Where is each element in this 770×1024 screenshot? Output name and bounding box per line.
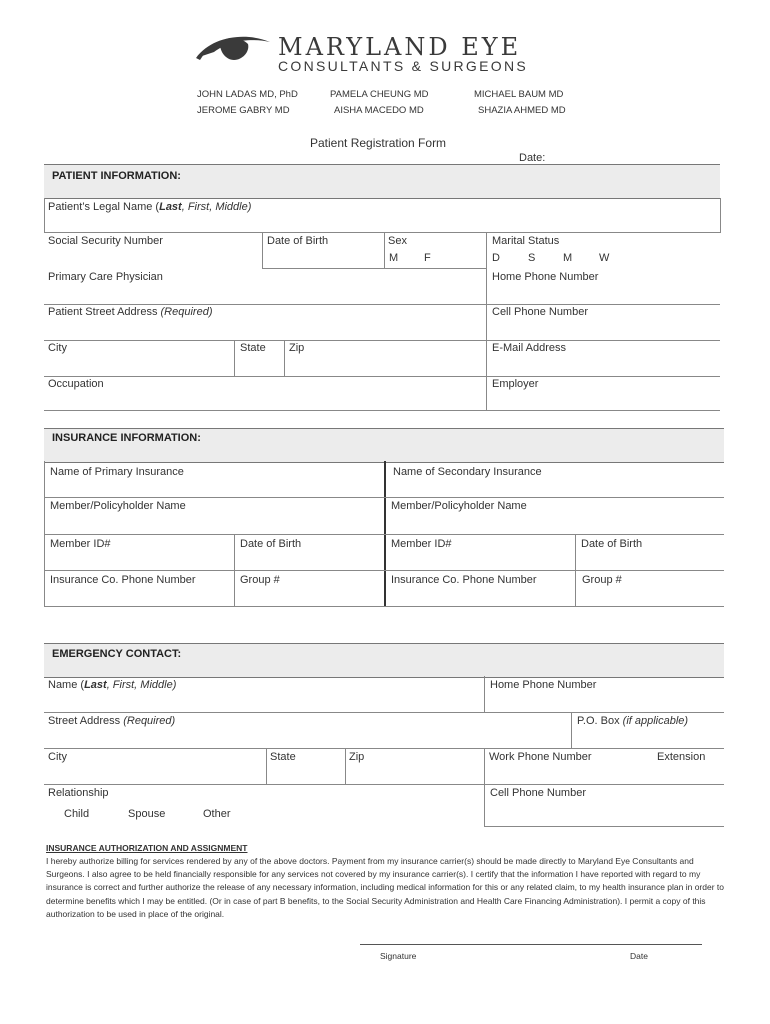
marital-option-w[interactable]: W [599, 252, 610, 264]
authorization-text: I hereby authorize billing for services rendered by any of the above doctors. Payment from my insurance carrier(s) should be made directly to Maryland Eye Consultants and Surgeons. I also agree to be held financially responsible for any services not covered by my insurance carrier(s). I certify that the information I have reported with regard to my insurance is correct and further authorize the release of any necessary information, including medical information for this or any related claim, to my health insurance plan in order to determine benefits which I may be entitled. (Or in case of part B benefits, to the Social Security Administration and Health Care Financing Administration). I permit a copy of this authorization to be used in place of the original. [46, 856, 724, 919]
cell-phone-label[interactable]: Cell Phone Number [492, 306, 588, 318]
occupation-label[interactable]: Occupation [48, 378, 104, 390]
date-label[interactable]: Date: [519, 152, 546, 164]
ec-street-label[interactable]: Street Address (Required) [48, 715, 176, 727]
patient-section-title: PATIENT INFORMATION: [52, 170, 181, 182]
brand-name: MARYLAND EYE [278, 33, 522, 61]
street-address-label[interactable]: Patient Street Address (Required) [48, 306, 213, 318]
dob-label[interactable]: Date of Birth [267, 235, 329, 247]
emergency-section-header [44, 643, 724, 678]
sex-option-f[interactable]: F [424, 252, 431, 264]
insurance-section-title: INSURANCE INFORMATION: [52, 432, 201, 444]
home-phone-label[interactable]: Home Phone Number [492, 271, 599, 283]
brand-subtitle: CONSULTANTS & SURGEONS [278, 58, 528, 74]
group-label[interactable]: Group # [240, 574, 280, 586]
ec-relationship-label: Relationship [48, 787, 109, 799]
marital-status-label: Marital Status [492, 235, 560, 247]
insurance-phone-label[interactable]: Insurance Co. Phone Number [50, 574, 196, 586]
signature-date-label[interactable]: Date [630, 951, 648, 961]
ec-extension-label[interactable]: Extension [657, 751, 706, 763]
employer-label[interactable]: Employer [492, 378, 539, 390]
marital-option-d[interactable]: D [492, 252, 500, 264]
relationship-option-other[interactable]: Other [203, 808, 231, 820]
ec-name-label[interactable]: Name (Last, First, Middle) [48, 679, 177, 691]
ssn-label[interactable]: Social Security Number [48, 235, 163, 247]
primary-insurance-label[interactable]: Name of Primary Insurance [50, 466, 184, 478]
doctor-name: MICHAEL BAUM MD [474, 89, 564, 100]
member-name-label[interactable]: Member/Policyholder Name [391, 500, 527, 512]
secondary-insurance-label[interactable]: Name of Secondary Insurance [393, 466, 542, 478]
insurance-phone-label[interactable]: Insurance Co. Phone Number [391, 574, 537, 586]
marital-option-m[interactable]: M [563, 252, 573, 264]
zip-label[interactable]: Zip [289, 342, 305, 354]
doctor-name: SHAZIA AHMED MD [478, 105, 566, 116]
ec-zip-label[interactable]: Zip [349, 751, 365, 763]
ec-state-label[interactable]: State [270, 751, 296, 763]
authorization-title: INSURANCE AUTHORIZATION AND ASSIGNMENT [46, 843, 248, 853]
ec-city-label[interactable]: City [48, 751, 67, 763]
sex-label: Sex [388, 235, 407, 247]
ec-cell-phone-label[interactable]: Cell Phone Number [490, 787, 586, 799]
email-label[interactable]: E-Mail Address [492, 342, 566, 354]
ec-home-phone-label[interactable]: Home Phone Number [490, 679, 597, 691]
ec-work-phone-label[interactable]: Work Phone Number [489, 751, 592, 763]
doctor-name: JOHN LADAS MD, PhD [197, 89, 298, 100]
marital-option-s[interactable]: S [528, 252, 536, 264]
eye-logo-icon [194, 32, 272, 72]
form-title: Patient Registration Form [310, 136, 447, 150]
ins-dob-label[interactable]: Date of Birth [581, 538, 643, 550]
signature-label[interactable]: Signature [380, 951, 417, 961]
patient-section-header [44, 164, 720, 199]
group-label[interactable]: Group # [582, 574, 622, 586]
city-label[interactable]: City [48, 342, 67, 354]
doctor-name: AISHA MACEDO MD [334, 105, 424, 116]
emergency-section-title: EMERGENCY CONTACT: [52, 648, 182, 660]
sex-option-m[interactable]: M [389, 252, 399, 264]
doctor-name: JEROME GABRY MD [197, 105, 290, 116]
pcp-label[interactable]: Primary Care Physician [48, 271, 163, 283]
ins-dob-label[interactable]: Date of Birth [240, 538, 302, 550]
doctor-name: PAMELA CHEUNG MD [330, 89, 429, 100]
relationship-option-child[interactable]: Child [64, 808, 90, 820]
legal-name-label: Patient’s Legal Name (Last, First, Middle) [48, 201, 252, 213]
state-label[interactable]: State [240, 342, 266, 354]
member-id-label[interactable]: Member ID# [50, 538, 111, 550]
insurance-section-header [44, 428, 724, 463]
member-id-label[interactable]: Member ID# [391, 538, 452, 550]
ec-po-box-label[interactable]: P.O. Box (if applicable) [577, 715, 689, 727]
relationship-option-spouse[interactable]: Spouse [128, 808, 166, 820]
member-name-label[interactable]: Member/Policyholder Name [50, 500, 186, 512]
